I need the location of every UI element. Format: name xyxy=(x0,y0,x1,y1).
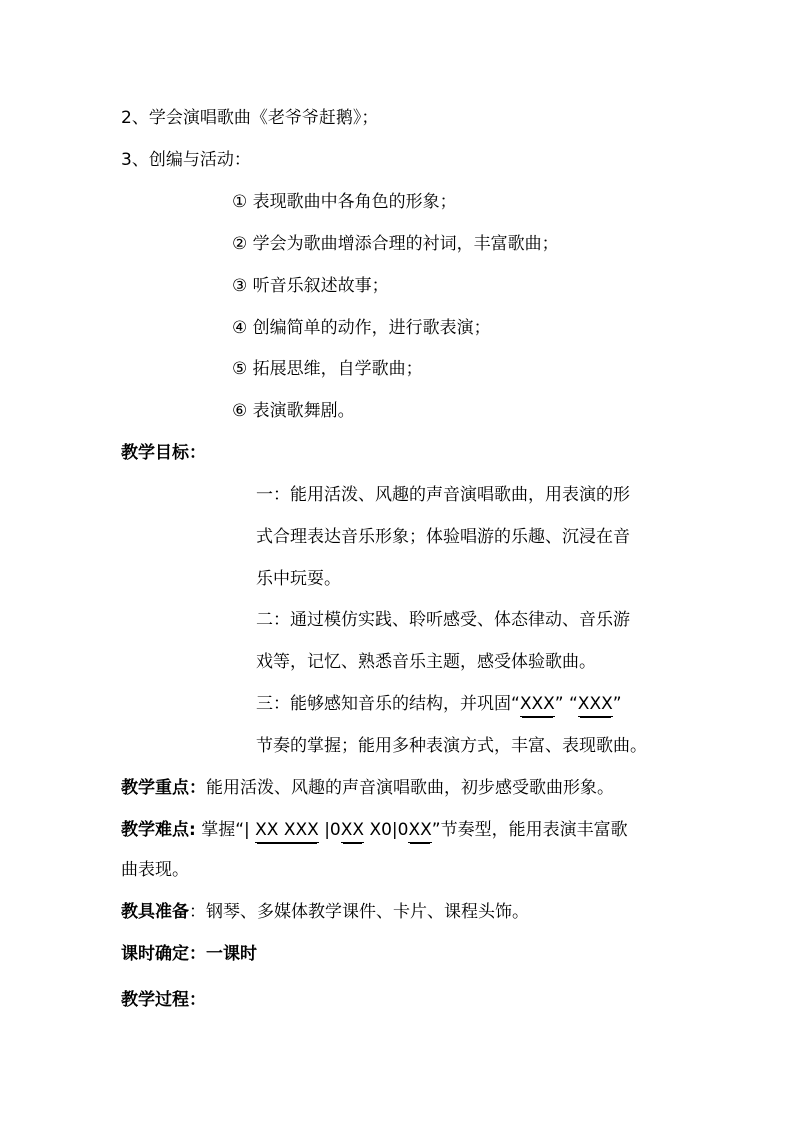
activity-item-6: ⑥ 表演歌舞剧。 xyxy=(232,401,355,421)
difficulty-line xyxy=(121,818,628,843)
goal-line-2: 2、学会演唱歌曲《老爷爷赶鹅》； xyxy=(121,108,379,128)
goal-line-3: 3、创编与活动： xyxy=(121,150,251,170)
objective-3-text: 三：能够感知音乐的结构，并巩固“ xyxy=(256,694,520,714)
period-label: 课时确定： xyxy=(121,944,206,964)
difficulty-label: 教学难点: xyxy=(121,820,196,840)
rhythm-text: X0|0 xyxy=(364,820,409,840)
quote-separator: ” “ xyxy=(554,694,578,714)
difficulty-line-2: 曲表现。 xyxy=(121,860,189,880)
tools-text: ：钢琴、多媒体教学课件、卡片、课程头饰。 xyxy=(189,902,529,922)
difficulty-text: 掌握“| xyxy=(195,820,256,840)
activity-item-3: ③ 听音乐叙述故事； xyxy=(232,276,389,296)
objective-3-line-2: 节奏的掌握；能用多种表演方式，丰富、表现歌曲。 xyxy=(256,736,647,756)
objective-2-line-2: 戏等，记忆、熟悉音乐主题，感受体验歌曲。 xyxy=(256,652,596,672)
period-line xyxy=(121,942,257,966)
tools-label: 教具准备 xyxy=(121,902,189,922)
key-point-text: 能用活泼、风趣的声音演唱歌曲，初步感受歌曲形象。 xyxy=(206,778,614,798)
rhythm-notation: XXX xyxy=(520,692,555,717)
objectives-heading: 教学目标： xyxy=(121,443,206,463)
activity-item-2: ② 学会为歌曲增添合理的衬词，丰富歌曲； xyxy=(232,234,559,254)
process-heading: 教学过程： xyxy=(121,990,206,1010)
objective-1-line-1: 一：能用活泼、风趣的声音演唱歌曲，用表演的形 xyxy=(256,485,630,505)
key-point-label: 教学重点： xyxy=(121,778,206,798)
rhythm-text: |0 xyxy=(318,820,341,840)
objective-2-line-1: 二：通过模仿实践、聆听感受、体态律动、音乐游 xyxy=(256,610,630,630)
objective-3-line-1 xyxy=(256,692,622,717)
key-point-line xyxy=(121,776,614,800)
period-text: 一课时 xyxy=(206,944,257,964)
quote-close: ” xyxy=(612,694,622,714)
rhythm-notation: XX xyxy=(341,818,364,843)
activity-item-4: ④ 创编简单的动作，进行歌表演； xyxy=(232,318,491,338)
tools-line xyxy=(121,900,529,924)
objective-1-line-2: 式合理表达音乐形象；体验唱游的乐趣、沉浸在音 xyxy=(256,527,630,547)
rhythm-notation: XX XXX xyxy=(255,818,319,843)
objective-1-line-3: 乐中玩耍。 xyxy=(256,569,341,589)
rhythm-notation: XXX xyxy=(578,692,613,717)
rhythm-notation: XX xyxy=(408,818,431,843)
activity-item-5: ⑤ 拓展思维，自学歌曲； xyxy=(232,359,423,379)
activity-item-1: ① 表现歌曲中各角色的形象； xyxy=(232,192,457,212)
difficulty-text-end: ”节奏型，能用表演丰富歌 xyxy=(431,820,628,840)
